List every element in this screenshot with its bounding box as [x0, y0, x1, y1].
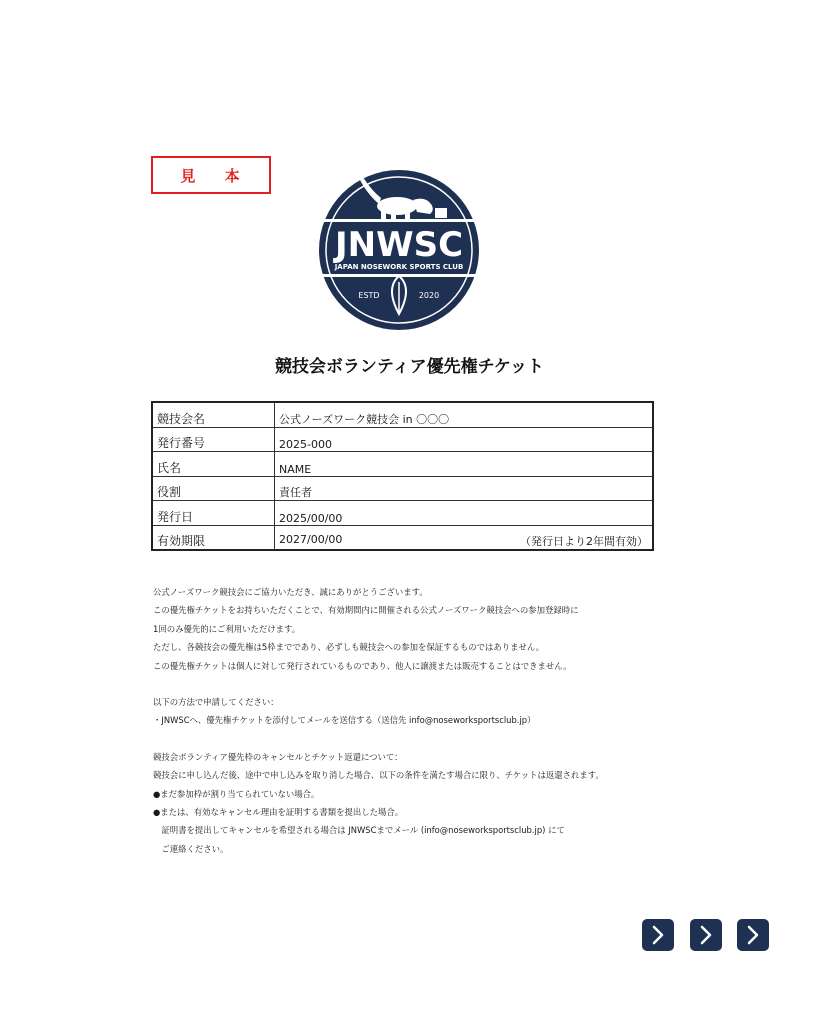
row-value-text: NAME: [279, 462, 312, 476]
note-line: ・JNWSCへ、優先権チケットを添付してメールを送信する（送信先 info@noseworksportsclub.jp）: [153, 715, 536, 726]
row-label: 役割: [152, 476, 275, 501]
table-row: [152, 427, 653, 452]
row-value: [275, 476, 654, 501]
next-button-2[interactable]: [690, 919, 722, 951]
row-value-text: 公式ノーズワーク競技会 in 〇〇〇: [279, 412, 450, 426]
next-button-1[interactable]: [642, 919, 674, 951]
chevron-right-icon: [737, 919, 769, 951]
ticket-info-table: [151, 401, 654, 551]
note-line: ただし、各競技会の優先権は5枠までであり、必ずしも競技会への参加を保証するものではありません。: [153, 642, 545, 653]
row-value: [275, 452, 654, 477]
chevron-right-icon: [642, 919, 674, 951]
logo-sub-text: JAPAN NOSEWORK SPORTS CLUB: [334, 263, 464, 271]
note-line: 証明書を提出してキャンセルを希望される場合は JNWSCまでメール (info@noseworksportsclub.jp) にて: [153, 825, 565, 836]
logo-estd: ESTD: [358, 291, 380, 300]
row-value-text: 2025/00/00: [279, 511, 343, 525]
note-line: 競技会ボランティア優先枠のキャンセルとチケット返還について：: [153, 751, 403, 762]
note-line: ●または、有効なキャンセル理由を証明する書類を提出した場合。: [153, 807, 404, 818]
notes-section: [153, 583, 713, 858]
row-value-text: 2027/00/00: [279, 533, 343, 546]
table-row: [152, 525, 653, 550]
note-line: この優先権チケットは個人に対して発行されているものであり、他人に譲渡または販売することはできません。: [153, 660, 572, 671]
table-row: [152, 476, 653, 501]
table-row: [152, 452, 653, 477]
note-line: この優先権チケットをお持ちいただくことで、有効期間内に開催される公式ノーズワーク競技会への参加登録時に: [153, 605, 579, 616]
row-value: [275, 427, 654, 452]
table-row: [152, 402, 653, 427]
row-label: 氏名: [152, 452, 275, 477]
row-value: [275, 501, 654, 526]
row-label: 競技会名: [152, 402, 275, 427]
note-line: 公式ノーズワーク競技会にご協力いただき、誠にありがとうございます。: [153, 587, 428, 597]
row-value-text: 2025-000: [279, 438, 332, 451]
note-line: ●まだ参加枠が割り当てられていない場合。: [153, 788, 320, 799]
row-value: [275, 402, 654, 427]
row-label: 発行番号: [152, 427, 275, 452]
row-label: 発行日: [152, 501, 275, 526]
row-value: [275, 525, 654, 550]
logo-main-text: JNWSC: [334, 225, 464, 265]
sample-stamp: 見 本: [151, 156, 271, 194]
note-line: 以下の方法で申請してください：: [153, 697, 279, 708]
note-line: 1回のみ優先的にご利用いただけます。: [153, 623, 301, 634]
note-line: 競技会に申し込んだ後、途中で申し込みを取り消した場合、以下の条件を満たす場合に限り、チケットは返還されます。: [153, 770, 604, 781]
chevron-right-icon: [690, 919, 722, 951]
jnwsc-logo: [311, 164, 487, 332]
page-title: 競技会ボランティア優先権チケット: [274, 357, 545, 377]
row-label: 有効期限: [152, 525, 275, 550]
table-row: [152, 501, 653, 526]
row-note: （発行日より2年間有効）: [520, 535, 648, 548]
next-button-3[interactable]: [737, 919, 769, 951]
note-line: ご連絡ください。: [153, 843, 229, 854]
logo-year: 2020: [418, 291, 440, 300]
row-value-text: 責任者: [279, 486, 312, 499]
